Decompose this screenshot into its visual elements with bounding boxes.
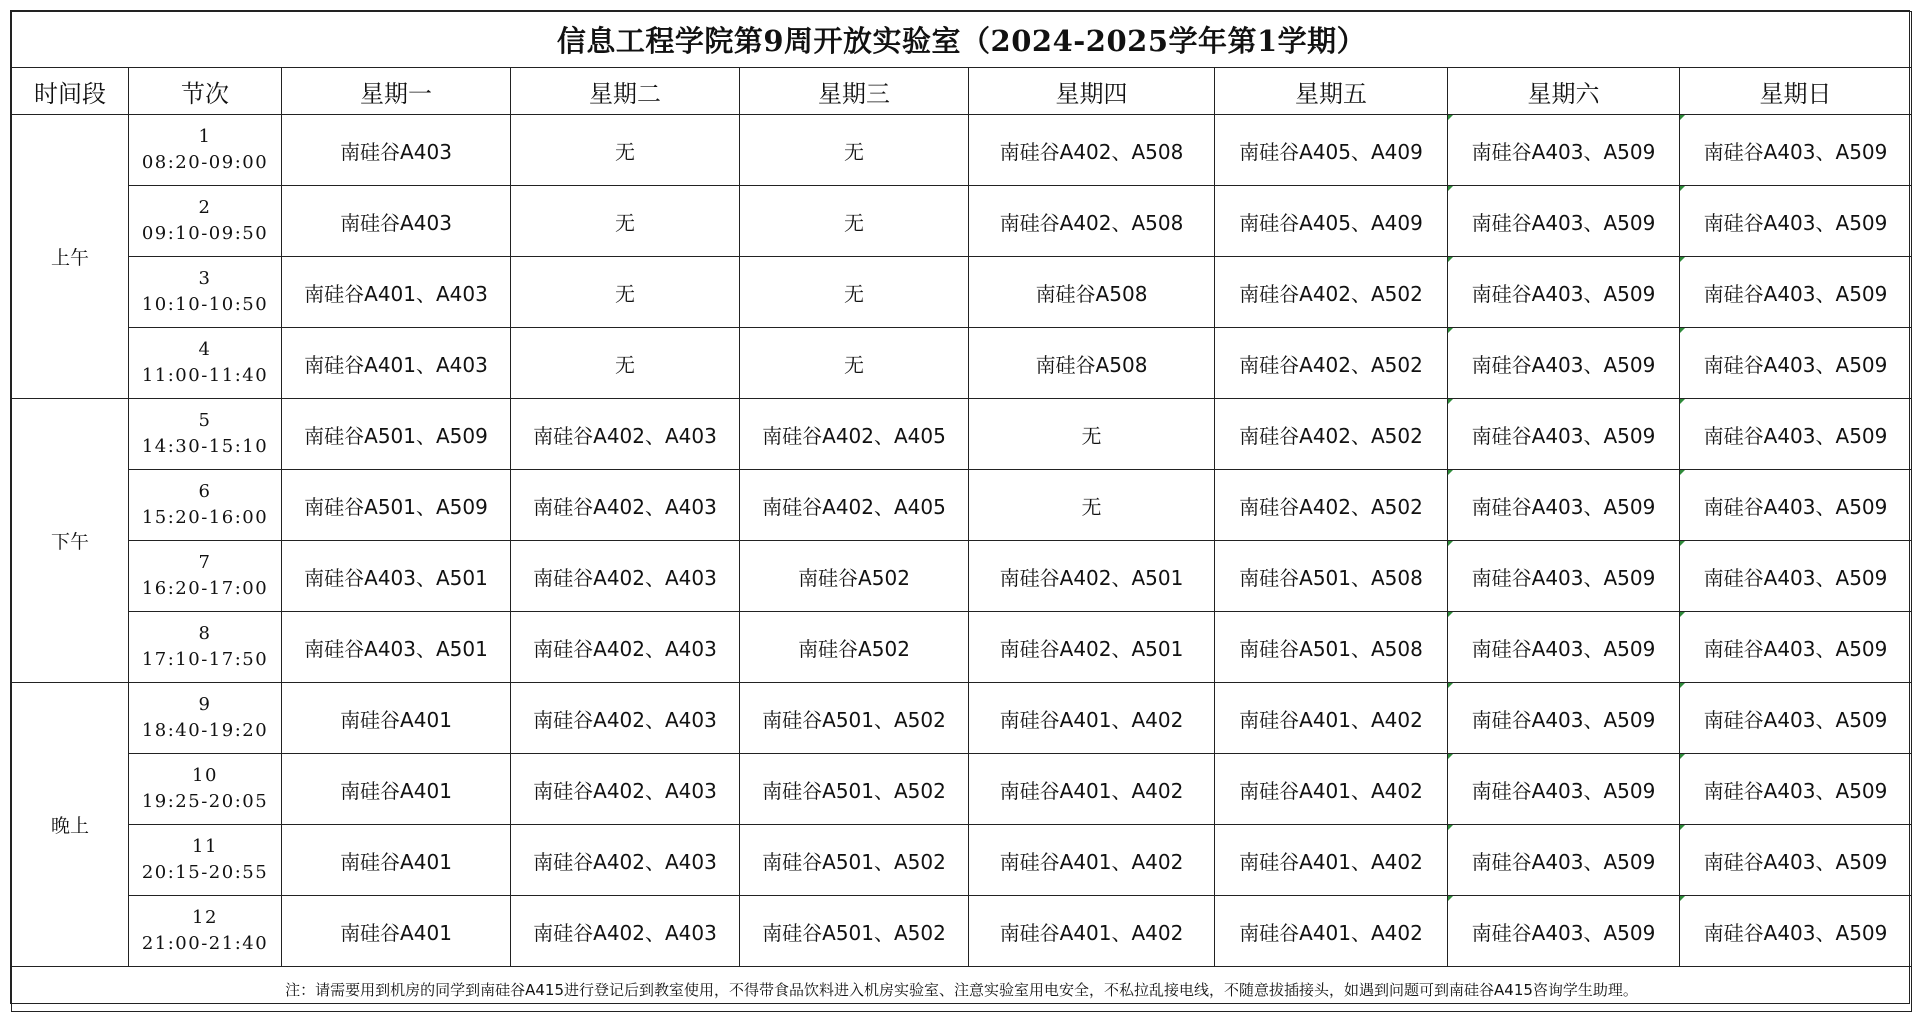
slot-time: 17:10-17:50 — [141, 649, 269, 670]
room-cell: 南硅谷A403、A509 — [1680, 754, 1912, 825]
slot-cell — [129, 470, 282, 541]
room-cell: 南硅谷A402、A502 — [1215, 257, 1448, 328]
header-slot: 节次 — [129, 68, 282, 115]
slot-cell — [129, 754, 282, 825]
room-cell: 南硅谷A403、A509 — [1448, 612, 1680, 683]
slot-number: 3 — [198, 268, 212, 289]
room-cell: 南硅谷A402、A501 — [969, 612, 1215, 683]
slot-number: 6 — [198, 481, 212, 502]
table-row — [12, 825, 1912, 896]
room-cell: 南硅谷A401、A403 — [282, 328, 511, 399]
room-cell: 南硅谷A402、A502 — [1215, 328, 1448, 399]
slot-number: 2 — [198, 197, 212, 218]
room-cell: 南硅谷A402、A403 — [511, 754, 740, 825]
room-cell: 南硅谷A403、A509 — [1448, 257, 1680, 328]
slot-cell — [129, 896, 282, 967]
room-cell: 南硅谷A401、A402 — [1215, 825, 1448, 896]
room-cell: 南硅谷A403、A509 — [1680, 541, 1912, 612]
room-cell: 无 — [511, 115, 740, 186]
room-cell: 南硅谷A401、A402 — [969, 683, 1215, 754]
room-cell: 南硅谷A502 — [740, 612, 969, 683]
slot-number: 12 — [192, 907, 218, 928]
slot-time: 20:15-20:55 — [141, 862, 269, 883]
slot-cell — [129, 257, 282, 328]
room-cell: 南硅谷A402、A405 — [740, 470, 969, 541]
room-cell: 南硅谷A403、A509 — [1448, 754, 1680, 825]
room-cell: 无 — [740, 257, 969, 328]
table-row — [12, 754, 1912, 825]
slot-cell — [129, 399, 282, 470]
room-cell: 南硅谷A403、A509 — [1448, 541, 1680, 612]
room-cell: 南硅谷A501、A509 — [282, 470, 511, 541]
room-cell: 南硅谷A403、A509 — [1448, 186, 1680, 257]
room-cell: 南硅谷A403 — [282, 115, 511, 186]
room-cell: 南硅谷A401 — [282, 896, 511, 967]
room-cell: 南硅谷A403、A509 — [1680, 612, 1912, 683]
room-cell: 南硅谷A402、A502 — [1215, 399, 1448, 470]
room-cell: 南硅谷A402、A403 — [511, 470, 740, 541]
room-cell: 无 — [740, 115, 969, 186]
room-cell: 南硅谷A401、A402 — [1215, 754, 1448, 825]
slot-number: 1 — [198, 126, 212, 147]
slot-cell — [129, 115, 282, 186]
room-cell: 南硅谷A401 — [282, 754, 511, 825]
room-cell: 南硅谷A401、A402 — [969, 896, 1215, 967]
slot-number: 11 — [192, 836, 218, 857]
header-day-2: 星期二 — [511, 68, 740, 115]
room-cell: 南硅谷A502 — [740, 541, 969, 612]
room-cell: 南硅谷A403 — [282, 186, 511, 257]
slot-time: 10:10-10:50 — [141, 294, 269, 315]
room-cell: 南硅谷A403、A509 — [1448, 470, 1680, 541]
room-cell: 南硅谷A401、A403 — [282, 257, 511, 328]
room-cell: 南硅谷A501、A502 — [740, 754, 969, 825]
room-cell: 南硅谷A402、A403 — [511, 896, 740, 967]
room-cell: 南硅谷A403、A509 — [1680, 115, 1912, 186]
period-label: 下午 — [12, 399, 129, 683]
slot-number: 10 — [192, 765, 218, 786]
room-cell: 南硅谷A402、A405 — [740, 399, 969, 470]
table-row — [12, 399, 1912, 470]
period-label: 上午 — [12, 115, 129, 399]
table-row — [12, 115, 1912, 186]
room-cell: 南硅谷A501、A509 — [282, 399, 511, 470]
header-day-4: 星期四 — [969, 68, 1215, 115]
slot-cell — [129, 683, 282, 754]
room-cell: 南硅谷A402、A508 — [969, 115, 1215, 186]
schedule-sheet — [10, 10, 1910, 1004]
room-cell: 南硅谷A402、A508 — [969, 186, 1215, 257]
slot-cell — [129, 825, 282, 896]
room-cell: 南硅谷A403、A509 — [1680, 257, 1912, 328]
slot-time: 21:00-21:40 — [141, 933, 269, 954]
room-cell: 南硅谷A405、A409 — [1215, 115, 1448, 186]
room-cell: 南硅谷A401、A402 — [1215, 896, 1448, 967]
slot-time: 11:00-11:40 — [141, 365, 269, 386]
slot-time: 18:40-19:20 — [141, 720, 269, 741]
room-cell: 南硅谷A403、A509 — [1448, 328, 1680, 399]
header-day-5: 星期五 — [1215, 68, 1448, 115]
room-cell: 南硅谷A501、A508 — [1215, 612, 1448, 683]
slot-time: 14:30-15:10 — [141, 436, 269, 457]
room-cell: 南硅谷A403、A509 — [1448, 399, 1680, 470]
room-cell: 无 — [511, 257, 740, 328]
header-day-3: 星期三 — [740, 68, 969, 115]
slot-number: 7 — [198, 552, 212, 573]
slot-cell — [129, 612, 282, 683]
header-row — [12, 68, 1912, 115]
open-lab-schedule-table — [11, 11, 1912, 1012]
slot-time: 08:20-09:00 — [141, 152, 269, 173]
room-cell: 南硅谷A402、A403 — [511, 683, 740, 754]
slot-time: 19:25-20:05 — [141, 791, 269, 812]
room-cell: 无 — [740, 328, 969, 399]
table-row — [12, 541, 1912, 612]
room-cell: 南硅谷A501、A502 — [740, 683, 969, 754]
room-cell: 南硅谷A402、A403 — [511, 399, 740, 470]
room-cell: 南硅谷A508 — [969, 328, 1215, 399]
room-cell: 南硅谷A403、A501 — [282, 541, 511, 612]
table-row — [12, 612, 1912, 683]
table-row — [12, 896, 1912, 967]
room-cell: 无 — [969, 470, 1215, 541]
slot-cell — [129, 186, 282, 257]
room-cell: 南硅谷A402、A403 — [511, 541, 740, 612]
room-cell: 南硅谷A403、A509 — [1448, 825, 1680, 896]
room-cell: 南硅谷A403、A509 — [1680, 399, 1912, 470]
header-day-7: 星期日 — [1680, 68, 1912, 115]
slot-cell — [129, 328, 282, 399]
room-cell: 南硅谷A405、A409 — [1215, 186, 1448, 257]
room-cell: 南硅谷A403、A509 — [1680, 328, 1912, 399]
table-row — [12, 328, 1912, 399]
slot-number: 8 — [198, 623, 212, 644]
slot-time: 16:20-17:00 — [141, 578, 269, 599]
page-title: 信息工程学院第9周开放实验室（2024-2025学年第1学期） — [12, 12, 1912, 68]
room-cell: 南硅谷A402、A403 — [511, 612, 740, 683]
room-cell: 南硅谷A501、A502 — [740, 825, 969, 896]
room-cell: 南硅谷A403、A509 — [1448, 115, 1680, 186]
room-cell: 无 — [511, 186, 740, 257]
room-cell: 南硅谷A403、A509 — [1680, 896, 1912, 967]
room-cell: 南硅谷A401、A402 — [1215, 683, 1448, 754]
table-row — [12, 257, 1912, 328]
header-day-6: 星期六 — [1448, 68, 1680, 115]
slot-number: 5 — [198, 410, 212, 431]
room-cell: 南硅谷A401 — [282, 825, 511, 896]
room-cell: 南硅谷A402、A502 — [1215, 470, 1448, 541]
room-cell: 无 — [511, 328, 740, 399]
room-cell: 南硅谷A402、A403 — [511, 825, 740, 896]
room-cell: 南硅谷A401、A402 — [969, 825, 1215, 896]
room-cell: 无 — [969, 399, 1215, 470]
slot-time: 15:20-16:00 — [141, 507, 269, 528]
room-cell: 南硅谷A403、A509 — [1680, 186, 1912, 257]
room-cell: 南硅谷A401 — [282, 683, 511, 754]
room-cell: 南硅谷A403、A509 — [1448, 683, 1680, 754]
room-cell: 南硅谷A508 — [969, 257, 1215, 328]
table-row — [12, 683, 1912, 754]
room-cell: 南硅谷A403、A501 — [282, 612, 511, 683]
slot-number: 9 — [198, 694, 212, 715]
slot-cell — [129, 541, 282, 612]
room-cell: 南硅谷A401、A402 — [969, 754, 1215, 825]
table-row — [12, 186, 1912, 257]
footer-note: 注：请需要用到机房的同学到南硅谷A415进行登记后到教室使用，不得带食品饮料进入机房实验室、注意实验室用电安全，不私拉乱接电线，不随意拔插接头，如遇到问题可到南硅谷A415咨询学生助理。 — [12, 967, 1912, 1012]
room-cell: 无 — [740, 186, 969, 257]
table-row — [12, 470, 1912, 541]
schedule-body — [12, 115, 1912, 967]
room-cell: 南硅谷A403、A509 — [1680, 683, 1912, 754]
slot-number: 4 — [198, 339, 212, 360]
room-cell: 南硅谷A403、A509 — [1448, 896, 1680, 967]
room-cell: 南硅谷A402、A501 — [969, 541, 1215, 612]
header-period: 时间段 — [12, 68, 129, 115]
room-cell: 南硅谷A403、A509 — [1680, 825, 1912, 896]
slot-time: 09:10-09:50 — [141, 223, 269, 244]
room-cell: 南硅谷A501、A502 — [740, 896, 969, 967]
header-day-1: 星期一 — [282, 68, 511, 115]
period-label: 晚上 — [12, 683, 129, 967]
room-cell: 南硅谷A403、A509 — [1680, 470, 1912, 541]
room-cell: 南硅谷A501、A508 — [1215, 541, 1448, 612]
